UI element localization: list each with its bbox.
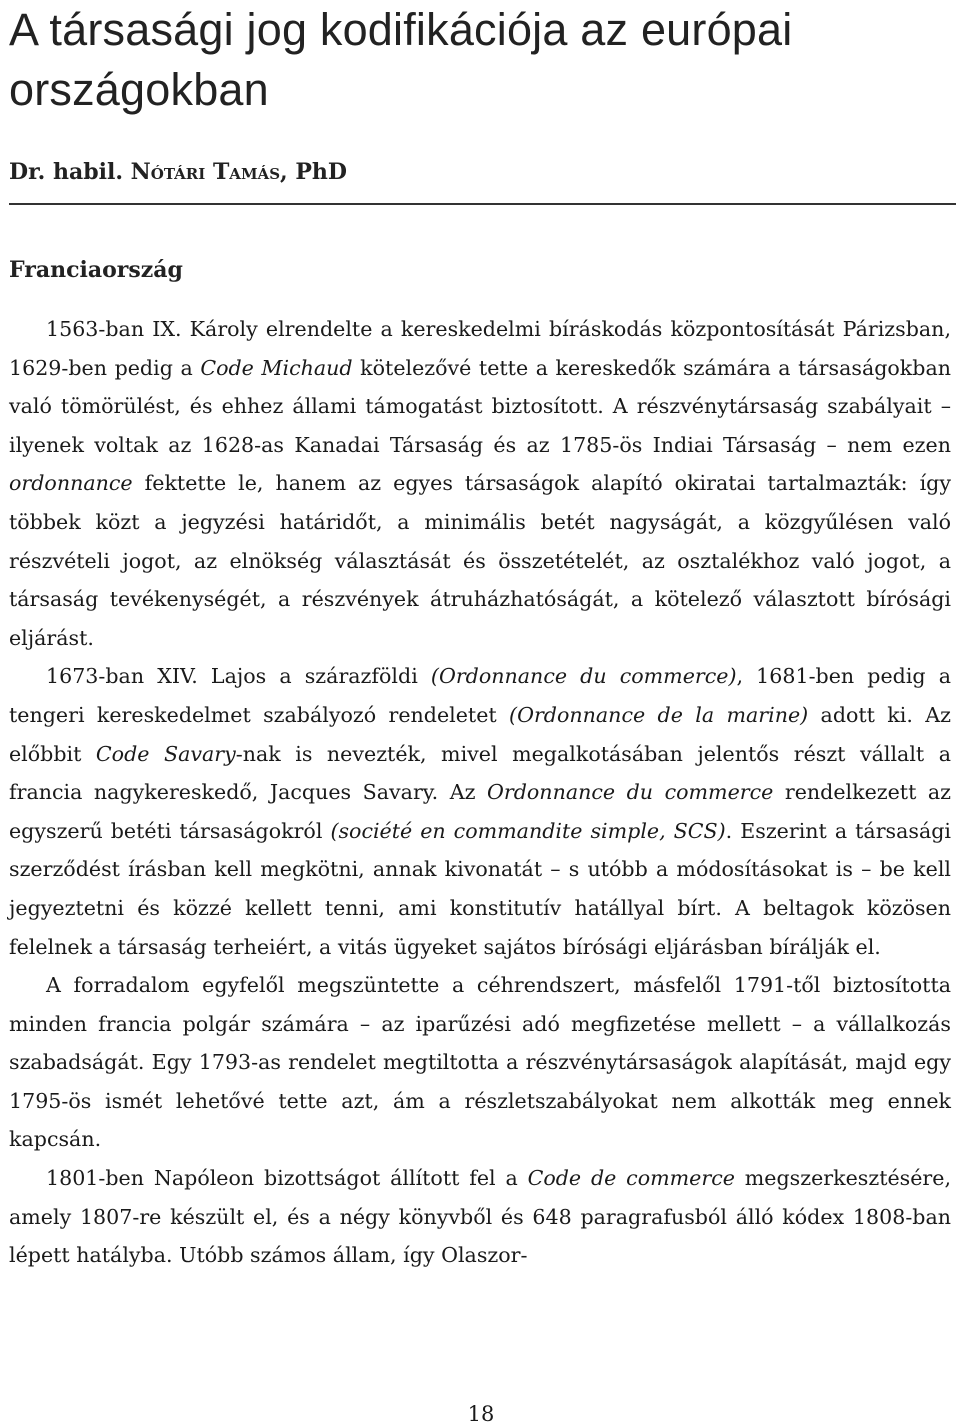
text-run: 1563-ban IX. Károly elrendelte a kereskedelmi bíráskodás központosítását Párizsban, 1629-ben pedig a: [9, 317, 951, 380]
text-run: 1673-ban XIV. Lajos a szárazföldi: [46, 664, 431, 689]
author-line: [9, 156, 347, 188]
text-run: , 1681-ben pedig a tengeri kereskedelmet szabályozó rendeletet: [9, 664, 951, 727]
text-run: . Eszerint a társasági szerződést írásban kell megkötni, annak kivonatát – s utóbb a módosításokat is – be kell jegyeztetni és közzé kellett tenni, ami konstitutív hatállyal bírt. A beltagok közösen felelnek a társaság terheiért, a vitás ügyeket sajátos bírósági eljárásban bírálják el.: [9, 818, 951, 959]
italic-term: ordonnance: [9, 471, 133, 496]
body-paragraph: [9, 657, 951, 966]
italic-term: (société en commandite simple, SCS): [330, 818, 726, 843]
author-name: Nótári Tamás: [130, 159, 281, 185]
italic-term: Code de commerce: [527, 1166, 735, 1191]
text-run: 1801-ben Napóleon bizottságot állított fel a: [46, 1166, 528, 1191]
text-run: megszerkesztésére, amely 1807-re készült el, és a négy könyvből és 648 paragrafusból álló kódex 1808-ban lépett hatályba. Utóbb számos állam, így Olaszor-: [9, 1166, 951, 1268]
body-paragraph: [9, 966, 951, 1159]
italic-term: (Ordonnance du commerce): [430, 664, 737, 689]
text-run: fektette le, hanem az egyes társaságok alapító okiratai tartalmazták: így többek közt a jegyzési határidőt, a minimális betét nagyságát, a közgyűlésen való részvételi jogot, az elnökség választását és összetételét, az osztalékhoz való jogot, a társaság tevékenységét, a részvények átruházhatóságát, a kötelező választott bírósági eljárást.: [9, 471, 951, 650]
text-run: rendelkezett az egyszerű betéti társaságokról: [9, 780, 951, 843]
document-title: A társasági jog kodifikációja az európai országokban: [9, 4, 793, 115]
text-run: -nak is nevezték, mivel megalkotásában jelentős részt vállalt a francia nagykereskedő, Jacques Savary. Az: [9, 741, 951, 805]
text-run: adott ki. Az előbbit: [9, 702, 951, 766]
section-heading: Franciaország: [9, 257, 183, 283]
author-prefix: Dr. habil.: [9, 159, 131, 185]
body-paragraph: [9, 1159, 951, 1275]
text-run: A forradalom egyfelől megszüntette a céhrendszert, másfelől 1791-től biztosította minden francia polgár számára – az iparűzési adó megfizetése mellett – a vállalkozás szabadságát. Egy 1793-as rendelet megtiltotta a részvénytársaságok alapítását, majd egy 1795-ös ismét lehetővé tette azt, ám a részletszabályokat nem alkották meg ennek kapcsán.: [9, 973, 951, 1152]
italic-term: Code Savary: [95, 741, 236, 766]
italic-term: (Ordonnance de la marine): [509, 702, 809, 727]
author-suffix: , PhD: [280, 159, 347, 185]
italic-term: Code Michaud: [200, 355, 353, 380]
body-text: [9, 310, 951, 1275]
body-paragraph: [9, 310, 951, 657]
text-run: kötelezővé tette a kereskedők számára a társaságokban való tömörülést, és ehhez állami támogatást biztosított. A részvénytársaság szabályait – ilyenek voltak az 1628-as Kanadai Társaság és az 1785-ös Indiai Társaság – nem ezen: [9, 355, 952, 457]
page-number: 18: [467, 1402, 495, 1426]
header-divider: [9, 203, 956, 205]
italic-term: Ordonnance du commerce: [487, 780, 774, 805]
